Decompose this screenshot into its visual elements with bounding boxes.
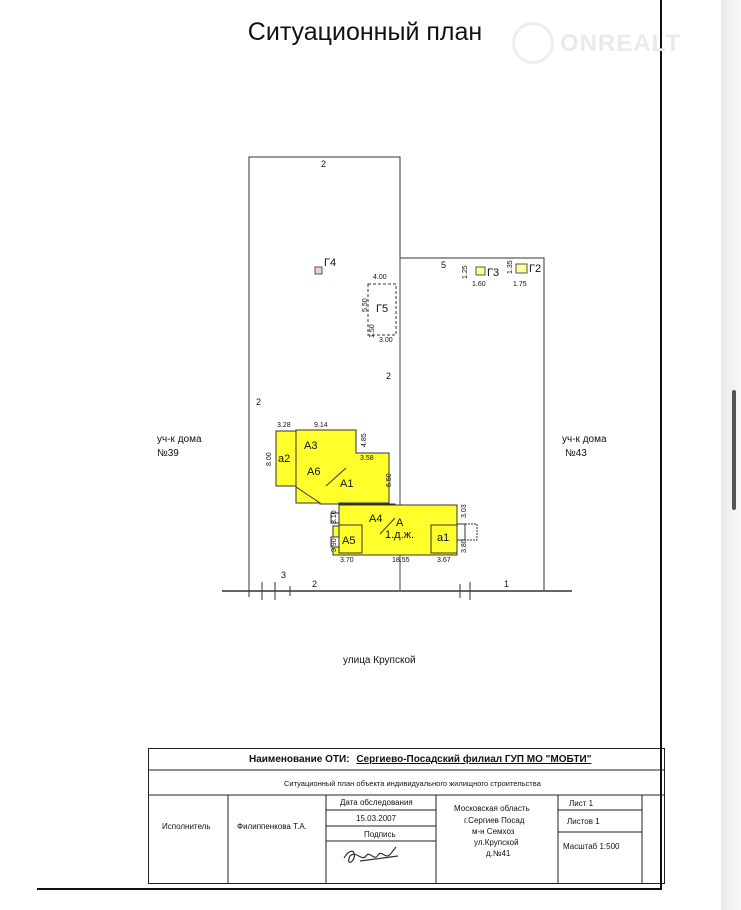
neighbor-right-line2: №43 (565, 448, 587, 459)
viewer-edge (721, 0, 741, 910)
room-house: 1.д.ж. (385, 529, 415, 541)
dim-6-50: 6.50 (386, 473, 393, 487)
neighbor-left-line2: №39 (157, 448, 179, 459)
executor-name: Филиппенкова Т.А. (237, 822, 307, 831)
segment-bottom-3: 3 (281, 570, 287, 580)
dim-3-58: 3.58 (360, 455, 374, 462)
sheet-count: Листов 1 (567, 817, 600, 826)
dim-3-80: 3.80 (461, 539, 468, 553)
sheet-number: Лист 1 (569, 799, 594, 808)
room-A: A (396, 517, 404, 529)
neighbor-left-line1: уч-к дома (157, 434, 202, 445)
segment-bottom-1: 1 (504, 579, 510, 589)
oti-label: Наименование ОТИ: (249, 754, 350, 765)
dim-8-00: 8.00 (266, 452, 273, 466)
dim-4-85: 4.85 (361, 433, 368, 447)
segment-left-mid: 2 (256, 397, 262, 407)
room-A4: A4 (369, 513, 383, 525)
label-g5: Г5 (376, 303, 389, 315)
scale: Масштаб 1:500 (563, 842, 620, 851)
neighbor-right-line1: уч-к дома (562, 434, 607, 445)
room-A3: A3 (304, 440, 318, 452)
dim-9-14: 9.14 (314, 422, 328, 429)
dim-4-00: 4.00 (373, 274, 387, 281)
room-a2: a2 (278, 453, 291, 465)
g2-marker (516, 264, 527, 273)
address-line-4: ул.Крупской (474, 838, 519, 847)
label-g2: Г2 (529, 263, 542, 275)
dim-1-35: 1.35 (507, 260, 514, 274)
address-line-3: м-н Семхоз (472, 827, 515, 836)
address-line-1: Московская область (454, 804, 530, 813)
page-title: Ситуационный план (247, 18, 483, 46)
survey-date-label: Дата обследования (340, 798, 413, 807)
room-A5: A5 (342, 535, 356, 547)
room-A1: A1 (340, 478, 354, 490)
dim-18-55: 18.55 (392, 557, 410, 564)
dim-3-03: 3.03 (461, 504, 468, 518)
dim-3-70: 3.70 (340, 557, 354, 564)
label-g3: Г3 (487, 267, 500, 279)
dim-3-28: 3.28 (277, 422, 291, 429)
dim-3-67: 3.67 (437, 557, 451, 564)
scrollbar-thumb[interactable] (732, 390, 736, 510)
dim-1-75: 1.75 (513, 281, 527, 288)
plan-name: Ситуационный план объекта индивидуального жилищного строительства (284, 779, 541, 788)
dim-1-60: 1.60 (472, 281, 486, 288)
title-block (148, 748, 665, 884)
dim-1-50: 1.50 (369, 324, 376, 338)
street-label: улица Крупской (343, 655, 416, 666)
survey-date: 15.03.2007 (356, 814, 397, 823)
dim-3-10: 3.10 (331, 510, 338, 524)
label-g4: Г4 (324, 257, 337, 269)
g4-marker (315, 267, 322, 274)
g3-marker (476, 267, 485, 275)
segment-upper-right: 5 (441, 260, 447, 270)
room-a1: a1 (437, 532, 450, 544)
dim-3-00: 3.00 (379, 337, 393, 344)
title-block-grid (148, 748, 665, 884)
segment-right-mid: 2 (386, 371, 392, 381)
room-A6: A6 (307, 466, 321, 478)
segment-bottom-2: 2 (312, 579, 318, 589)
segment-top: 2 (321, 159, 327, 169)
oti-value: Сергиево-Посадский филиал ГУП МО "МОБТИ" (356, 754, 592, 765)
dim-3-90: 3.90 (331, 538, 338, 552)
signature-label: Подпись (364, 830, 396, 839)
watermark: ONREALT (560, 30, 682, 57)
address-line-5: д.№41 (486, 849, 511, 858)
executor-label: Исполнитель (162, 822, 211, 831)
dim-5-50: 5.50 (362, 298, 369, 312)
dim-1-25: 1.25 (462, 265, 469, 279)
address-line-2: г.Сергиев Посад (464, 816, 525, 825)
